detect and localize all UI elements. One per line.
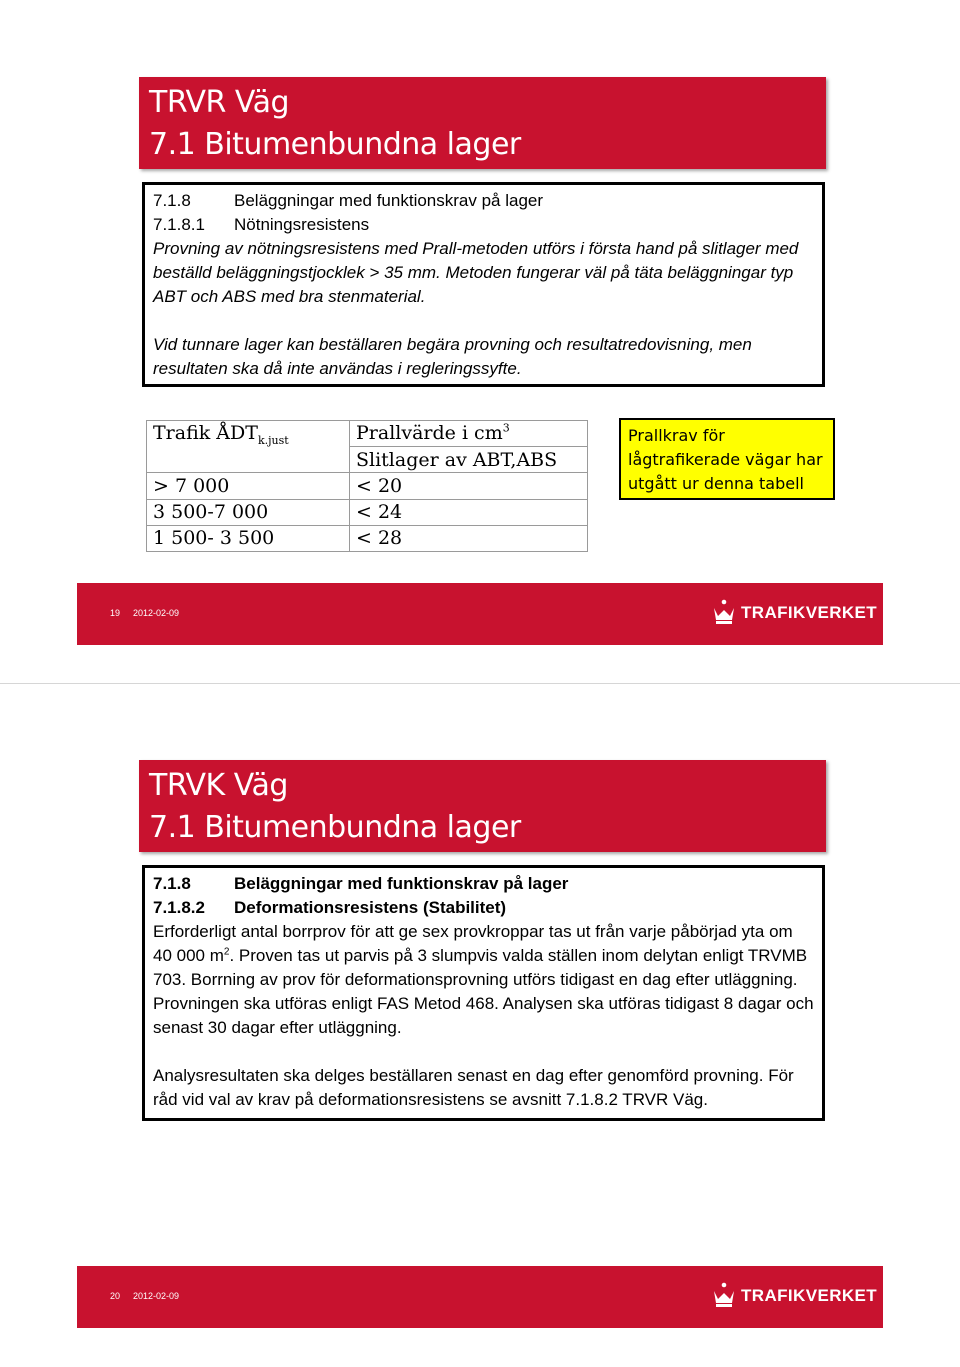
prall-requirements-table: [146, 420, 588, 552]
table-row: [147, 473, 588, 499]
paragraph-2: Vid tunnare lager kan beställaren begära provning och resultatredovisning, men resultaten ska då inte användas i regleringssyfte.: [153, 335, 752, 378]
section-heading-text: Beläggningar med funktionskrav på lager: [234, 191, 544, 210]
paragraph-1: Provning av nötningsresistens med Prall-metoden utförs i första hand på slitlager med beställd beläggningstjocklek > 35 mm. Metoden fungerar väl på täta beläggningar typ ABT och ABS med bra stenmaterial.: [153, 239, 799, 306]
logo-wordmark: TRAFIKVERKET: [741, 1286, 878, 1305]
table-cell-traffic: 3 500-7 000: [147, 499, 350, 525]
section-number: 7.1.8: [153, 874, 191, 893]
subsection-heading: [153, 896, 814, 920]
crown-icon: [711, 598, 737, 628]
table-cell-prall: < 20: [350, 473, 588, 499]
paragraph-1: Erforderligt antal borrprov för att ge sex provkroppar tas ut från varje påbörjad yta om 40 000 $m^2$. Proven tas ut parvis på 3 slumpvis valda ställen inom delytan enligt TRVMB 703. Borrning av prov för deformationsprovning utförs tidigast en dag efter utläggning. Provningen ska utföras enligt FAS Metod 468. Analysen ska utföras tidigast 8 dagar och senast 30 dagar efter utläggning.: [153, 922, 814, 1037]
paragraph-2: Analysresultaten ska delges beställaren senast en dag efter genomförd provning. För råd vid val av krav på deformationsresistens se avsnitt 7.1.8.2 TRVR Väg.: [153, 1066, 794, 1109]
section-heading: [153, 189, 814, 213]
content-box: [142, 865, 825, 1121]
crown-icon: [711, 1281, 737, 1311]
footer-date: 2012-02-09: [133, 608, 180, 618]
table-cell-prall: < 24: [350, 499, 588, 525]
subsection-heading-text: Deformationsresistens (Stabilitet): [234, 898, 507, 917]
slide-title-line1: TRVR Väg: [149, 85, 290, 120]
table-row: [147, 525, 588, 551]
content-box: [142, 182, 825, 387]
slide-footer: [77, 1266, 883, 1328]
slide-title-line1: TRVK Väg: [149, 768, 288, 803]
table-cell-traffic: 1 500- 3 500: [147, 525, 350, 551]
section-number: 7.1.8: [153, 191, 191, 210]
yellow-note-callout: Prallkrav för lågtrafikerade vägar har utgått ur denna tabell: [619, 418, 835, 500]
slide-title-banner: [139, 77, 826, 169]
slide-title-line2: 7.1 Bitumenbundna lager: [149, 127, 521, 162]
table-header-row: [147, 421, 588, 447]
slide-19: [0, 0, 960, 683]
slide-title-banner: [139, 760, 826, 852]
table-header-prall: Prallvärde i $cm^3$: [350, 421, 588, 447]
logo-wordmark: TRAFIKVERKET: [741, 603, 878, 622]
subsection-heading: [153, 213, 814, 237]
table-row: [147, 499, 588, 525]
footer-date: 2012-02-09: [133, 1291, 180, 1301]
section-heading: [153, 872, 814, 896]
subsection-number: 7.1.8.1: [153, 215, 205, 234]
page-number: 19: [110, 608, 121, 618]
table-header-traffic: Trafik $ÅDT_{k.just}$: [147, 421, 350, 473]
slide-20: [0, 684, 960, 1367]
page-number: 20: [110, 1291, 121, 1301]
slide-footer: [77, 583, 883, 645]
slide-title-line2: 7.1 Bitumenbundna lager: [149, 810, 521, 845]
subsection-heading-text: Nötningsresistens: [234, 215, 370, 234]
section-heading-text: Beläggningar med funktionskrav på lager: [234, 874, 569, 893]
table-cell-traffic: > 7 000: [147, 473, 350, 499]
table-header-surface-layer: Slitlager av ABT,ABS: [350, 447, 588, 473]
table-cell-prall: < 28: [350, 525, 588, 551]
subsection-number: 7.1.8.2: [153, 898, 205, 917]
